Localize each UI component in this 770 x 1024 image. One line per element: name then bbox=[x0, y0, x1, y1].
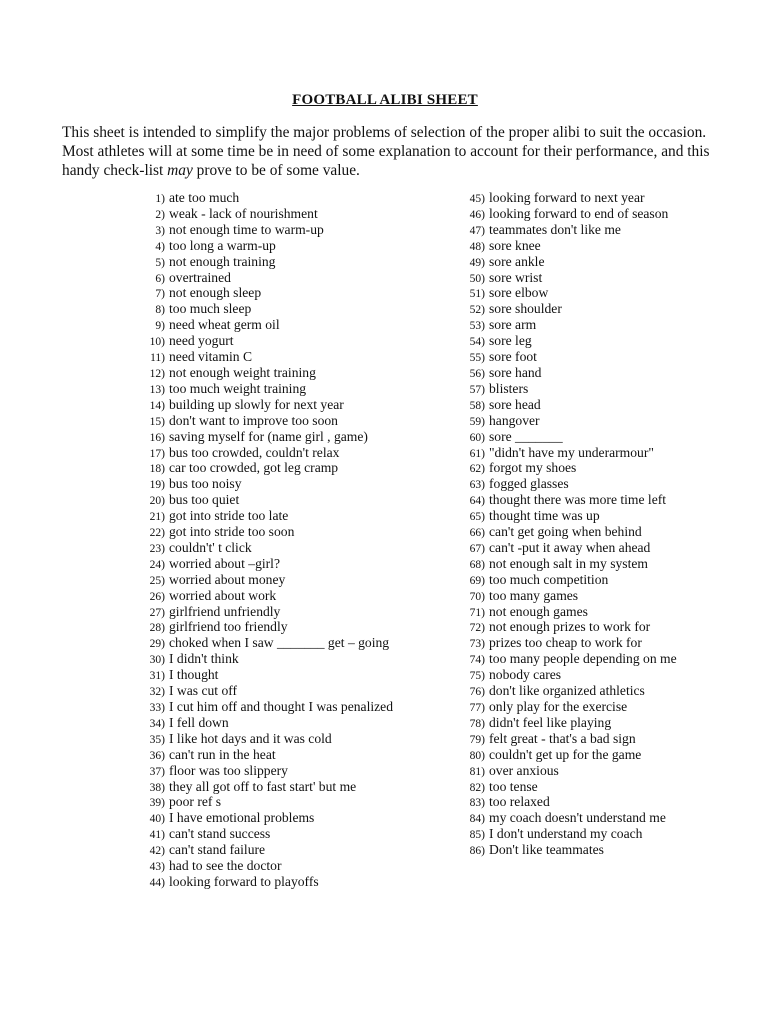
list-item bbox=[440, 191, 740, 207]
item-text: sore knee bbox=[489, 237, 541, 253]
item-number: 47) bbox=[469, 224, 485, 237]
list-item bbox=[120, 557, 440, 573]
item-text: can't get going when behind bbox=[489, 524, 642, 540]
item-number: 26) bbox=[149, 590, 165, 603]
list-item bbox=[120, 636, 440, 652]
list-item bbox=[440, 493, 740, 509]
list-item bbox=[440, 811, 740, 827]
item-number: 31) bbox=[149, 670, 165, 683]
item-number: 83) bbox=[469, 797, 485, 810]
item-number: 49) bbox=[469, 256, 485, 269]
item-text: I thought bbox=[169, 667, 219, 683]
item-number: 60) bbox=[469, 431, 485, 444]
item-number: 16) bbox=[149, 431, 165, 444]
item-text: girlfriend too friendly bbox=[169, 619, 288, 635]
list-item bbox=[440, 605, 740, 621]
item-text: bus too quiet bbox=[169, 492, 240, 508]
item-number: 25) bbox=[149, 574, 165, 587]
list-item bbox=[440, 780, 740, 796]
list-item bbox=[120, 255, 440, 271]
item-number: 33) bbox=[149, 702, 165, 714]
item-number: 66) bbox=[469, 527, 485, 540]
item-text: too much weight training bbox=[169, 380, 307, 396]
item-number: 77) bbox=[469, 702, 485, 714]
list-item bbox=[120, 191, 440, 207]
intro-paragraph bbox=[62, 123, 712, 180]
item-text: thought time was up bbox=[489, 508, 600, 524]
item-number: 34) bbox=[149, 717, 165, 730]
item-number: 11) bbox=[150, 352, 165, 365]
item-text: only play for the exercise bbox=[489, 699, 628, 714]
intro-text: This sheet is intended to simplify the major problems of selection of the proper alibi to suit the occasion. Most athletes will at some time be in need of some explanation to account for their performance, and this handy check-list bbox=[62, 124, 710, 179]
item-number: 44) bbox=[149, 876, 165, 889]
item-number: 22) bbox=[149, 527, 165, 540]
item-text: couldn't' t click bbox=[169, 539, 252, 555]
item-number: 69) bbox=[469, 574, 485, 587]
alibi-list-left bbox=[120, 191, 440, 891]
item-text: can't run in the heat bbox=[169, 746, 276, 762]
item-text: can't -put it away when ahead bbox=[489, 539, 651, 555]
list-item bbox=[440, 795, 740, 811]
item-number: 48) bbox=[469, 240, 485, 253]
item-text: Don't like teammates bbox=[489, 842, 604, 858]
list-item bbox=[440, 827, 740, 843]
list-item bbox=[120, 859, 440, 875]
item-number: 61) bbox=[469, 447, 485, 460]
list-item bbox=[120, 239, 440, 255]
list-item bbox=[440, 366, 740, 382]
item-number: 15) bbox=[149, 415, 165, 428]
item-number: 8) bbox=[155, 304, 165, 317]
list-item bbox=[120, 795, 440, 811]
list-item bbox=[120, 509, 440, 525]
list-item bbox=[120, 811, 440, 827]
item-number: 41) bbox=[149, 829, 165, 842]
list-item bbox=[440, 764, 740, 780]
item-text: blisters bbox=[489, 380, 529, 396]
list-item bbox=[440, 271, 740, 287]
list-item bbox=[120, 700, 440, 716]
item-text: didn't feel like playing bbox=[489, 714, 612, 730]
item-number: 19) bbox=[149, 479, 165, 492]
list-item bbox=[120, 541, 440, 557]
list-item bbox=[120, 525, 440, 541]
item-text: weak - lack of nourishment bbox=[169, 205, 318, 221]
item-text: saving myself for (name girl , game) bbox=[169, 428, 368, 444]
list-item bbox=[440, 350, 740, 366]
item-text: looking forward to playoffs bbox=[169, 873, 319, 889]
list-item bbox=[440, 302, 740, 318]
item-number: 84) bbox=[469, 813, 485, 826]
list-item bbox=[440, 636, 740, 652]
item-number: 14) bbox=[149, 399, 165, 412]
list-item bbox=[120, 271, 440, 287]
item-text: prizes too cheap to work for bbox=[489, 635, 642, 651]
list-item bbox=[120, 461, 440, 477]
item-text: building up slowly for next year bbox=[169, 396, 344, 412]
item-number: 2) bbox=[155, 208, 165, 221]
item-number: 5) bbox=[155, 256, 165, 269]
item-number: 78) bbox=[469, 717, 485, 730]
item-text: too tense bbox=[489, 778, 538, 794]
list-item bbox=[440, 589, 740, 605]
item-text: floor was too slippery bbox=[169, 762, 288, 778]
list-item bbox=[120, 398, 440, 414]
item-text: not enough weight training bbox=[169, 364, 316, 380]
item-text: sore foot bbox=[489, 349, 537, 365]
item-number: 29) bbox=[149, 638, 165, 651]
item-number: 67) bbox=[469, 542, 485, 555]
item-text: I was cut off bbox=[169, 683, 238, 699]
list-item bbox=[120, 668, 440, 684]
item-number: 3) bbox=[155, 224, 165, 237]
item-text: too many people depending on me bbox=[489, 651, 677, 667]
item-text: too much sleep bbox=[169, 301, 252, 317]
item-text: too many games bbox=[489, 587, 579, 603]
list-item bbox=[120, 414, 440, 430]
list-item bbox=[120, 875, 440, 891]
item-text: felt great - that's a bad sign bbox=[489, 730, 636, 746]
item-text: sore ankle bbox=[489, 253, 545, 269]
list-item bbox=[440, 477, 740, 493]
item-text: hangover bbox=[489, 412, 540, 428]
list-item bbox=[120, 302, 440, 318]
item-number: 70) bbox=[469, 590, 485, 603]
item-text: overtrained bbox=[169, 269, 231, 285]
list-item bbox=[440, 748, 740, 764]
list-item bbox=[440, 509, 740, 525]
item-text: over anxious bbox=[489, 762, 559, 778]
item-text: need wheat germ oil bbox=[169, 317, 280, 333]
list-item bbox=[440, 732, 740, 748]
item-number: 68) bbox=[469, 558, 485, 571]
list-item bbox=[440, 446, 740, 462]
list-item bbox=[440, 684, 740, 700]
list-item bbox=[440, 573, 740, 589]
alibi-list-right bbox=[440, 191, 740, 859]
item-text: couldn't get up for the game bbox=[489, 746, 642, 762]
item-number: 35) bbox=[149, 733, 165, 746]
list-item bbox=[440, 620, 740, 636]
list-item bbox=[120, 286, 440, 302]
item-number: 54) bbox=[469, 336, 485, 349]
item-text: forgot my shoes bbox=[489, 460, 577, 476]
item-text: got into stride too soon bbox=[169, 524, 295, 540]
item-text: I fell down bbox=[169, 714, 229, 730]
item-text: sore hand bbox=[489, 364, 542, 380]
item-text: not enough salt in my system bbox=[489, 555, 648, 571]
item-text: poor ref s bbox=[169, 794, 222, 810]
list-item bbox=[440, 652, 740, 668]
item-number: 45) bbox=[469, 193, 485, 205]
list-item bbox=[440, 541, 740, 557]
item-number: 18) bbox=[149, 463, 165, 476]
item-text: sore _______ bbox=[489, 428, 563, 444]
list-item bbox=[120, 493, 440, 509]
list-item bbox=[440, 239, 740, 255]
item-text: I cut him off and thought I was penalized bbox=[169, 699, 393, 714]
item-number: 40) bbox=[149, 813, 165, 826]
item-number: 59) bbox=[469, 415, 485, 428]
item-number: 27) bbox=[149, 606, 165, 619]
item-text: worried about –girl? bbox=[169, 555, 280, 571]
list-item bbox=[120, 764, 440, 780]
list-item bbox=[440, 414, 740, 430]
list-item bbox=[120, 605, 440, 621]
list-item bbox=[440, 334, 740, 350]
item-number: 28) bbox=[149, 622, 165, 635]
item-number: 50) bbox=[469, 272, 485, 285]
list-item bbox=[120, 780, 440, 796]
item-text: I don't understand my coach bbox=[489, 826, 643, 842]
item-number: 65) bbox=[469, 511, 485, 524]
list-item bbox=[440, 461, 740, 477]
item-number: 76) bbox=[469, 686, 485, 699]
item-number: 58) bbox=[469, 399, 485, 412]
item-number: 46) bbox=[469, 208, 485, 221]
list-item bbox=[440, 557, 740, 573]
item-number: 56) bbox=[469, 367, 485, 380]
item-number: 10) bbox=[149, 336, 165, 349]
item-number: 51) bbox=[469, 288, 485, 301]
list-item bbox=[120, 477, 440, 493]
item-number: 86) bbox=[469, 845, 485, 858]
list-item bbox=[120, 350, 440, 366]
item-number: 55) bbox=[469, 352, 485, 365]
item-number: 82) bbox=[469, 781, 485, 794]
item-number: 32) bbox=[149, 686, 165, 699]
item-text: ate too much bbox=[169, 190, 240, 205]
list-item bbox=[120, 684, 440, 700]
item-number: 30) bbox=[149, 654, 165, 667]
item-number: 79) bbox=[469, 733, 485, 746]
list-item bbox=[120, 843, 440, 859]
item-text: fogged glasses bbox=[489, 476, 569, 492]
item-text: sore elbow bbox=[489, 285, 549, 301]
list-item bbox=[120, 827, 440, 843]
item-text: "didn't have my underarmour" bbox=[489, 444, 654, 460]
list-item bbox=[440, 716, 740, 732]
item-number: 43) bbox=[149, 861, 165, 874]
item-text: not enough time to warm-up bbox=[169, 221, 324, 237]
item-text: not enough prizes to work for bbox=[489, 619, 651, 635]
item-text: car too crowded, got leg cramp bbox=[169, 460, 339, 476]
item-number: 17) bbox=[149, 447, 165, 460]
list-item bbox=[440, 318, 740, 334]
item-text: not enough games bbox=[489, 603, 588, 619]
item-number: 57) bbox=[469, 383, 485, 396]
list-item bbox=[120, 716, 440, 732]
intro-emphasis: may bbox=[167, 162, 193, 179]
list-item bbox=[120, 207, 440, 223]
list-item bbox=[120, 732, 440, 748]
item-text: worried about work bbox=[169, 587, 277, 603]
list-item bbox=[120, 318, 440, 334]
list-item bbox=[440, 382, 740, 398]
item-number: 53) bbox=[469, 320, 485, 333]
item-text: got into stride too late bbox=[169, 508, 289, 524]
item-number: 38) bbox=[149, 781, 165, 794]
item-number: 13) bbox=[149, 383, 165, 396]
item-number: 62) bbox=[469, 463, 485, 476]
item-number: 39) bbox=[149, 797, 165, 810]
item-number: 36) bbox=[149, 749, 165, 762]
item-number: 63) bbox=[469, 479, 485, 492]
list-item bbox=[120, 446, 440, 462]
item-text: too relaxed bbox=[489, 794, 550, 810]
item-text: sore arm bbox=[489, 317, 537, 333]
item-text: nobody cares bbox=[489, 667, 562, 683]
item-number: 12) bbox=[149, 367, 165, 380]
item-text: looking forward to end of season bbox=[489, 205, 669, 221]
intro-text-end: prove to be of some value. bbox=[192, 162, 360, 179]
list-item bbox=[120, 573, 440, 589]
list-item bbox=[120, 382, 440, 398]
list-item bbox=[440, 255, 740, 271]
item-number: 21) bbox=[149, 511, 165, 524]
list-item bbox=[440, 430, 740, 446]
item-text: too long a warm-up bbox=[169, 237, 276, 253]
list-item bbox=[120, 589, 440, 605]
item-text: not enough training bbox=[169, 253, 276, 269]
item-number: 81) bbox=[469, 765, 485, 778]
item-text: bus too noisy bbox=[169, 476, 242, 492]
item-number: 7) bbox=[155, 288, 165, 301]
list-item bbox=[440, 286, 740, 302]
list-item bbox=[120, 334, 440, 350]
item-text: they all got off to fast start' but me bbox=[169, 778, 357, 794]
item-text: sore wrist bbox=[489, 269, 543, 285]
item-number: 37) bbox=[149, 765, 165, 778]
item-text: too much competition bbox=[489, 571, 609, 587]
list-item bbox=[120, 652, 440, 668]
list-item bbox=[440, 668, 740, 684]
item-text: I have emotional problems bbox=[169, 810, 315, 826]
item-number: 42) bbox=[149, 845, 165, 858]
item-text: don't like organized athletics bbox=[489, 683, 645, 699]
list-item bbox=[120, 223, 440, 239]
item-number: 1) bbox=[155, 193, 165, 205]
item-text: sore shoulder bbox=[489, 301, 562, 317]
item-number: 24) bbox=[149, 558, 165, 571]
item-number: 6) bbox=[155, 272, 165, 285]
item-text: thought there was more time left bbox=[489, 492, 667, 508]
item-text: sore leg bbox=[489, 333, 532, 349]
item-text: can't stand success bbox=[169, 826, 271, 842]
item-number: 64) bbox=[469, 495, 485, 508]
item-text: bus too crowded, couldn't relax bbox=[169, 444, 340, 460]
item-text: I like hot days and it was cold bbox=[169, 730, 332, 746]
item-number: 75) bbox=[469, 670, 485, 683]
list-item bbox=[440, 700, 740, 716]
list-item bbox=[120, 748, 440, 764]
list-item bbox=[440, 525, 740, 541]
item-text: can't stand failure bbox=[169, 842, 266, 858]
item-text: not enough sleep bbox=[169, 285, 262, 301]
item-number: 74) bbox=[469, 654, 485, 667]
item-number: 72) bbox=[469, 622, 485, 635]
item-number: 23) bbox=[149, 542, 165, 555]
list-item bbox=[440, 843, 740, 859]
item-text: sore head bbox=[489, 396, 541, 412]
item-text: need yogurt bbox=[169, 333, 234, 349]
list-item bbox=[120, 430, 440, 446]
item-number: 9) bbox=[155, 320, 165, 333]
list-item bbox=[440, 207, 740, 223]
item-text: don't want to improve too soon bbox=[169, 412, 338, 428]
list-item bbox=[440, 223, 740, 239]
item-text: girlfriend unfriendly bbox=[169, 603, 281, 619]
item-text: I didn't think bbox=[169, 651, 239, 667]
item-text: had to see the doctor bbox=[169, 858, 282, 874]
item-number: 80) bbox=[469, 749, 485, 762]
page-title: FOOTBALL ALIBI SHEET bbox=[292, 92, 478, 108]
item-text: worried about money bbox=[169, 571, 286, 587]
item-text: teammates don't like me bbox=[489, 221, 621, 237]
item-number: 52) bbox=[469, 304, 485, 317]
item-number: 4) bbox=[155, 240, 165, 253]
item-text: my coach doesn't understand me bbox=[489, 810, 666, 826]
list-item bbox=[120, 366, 440, 382]
item-text: looking forward to next year bbox=[489, 190, 645, 205]
list-item bbox=[440, 398, 740, 414]
list-item bbox=[120, 620, 440, 636]
item-number: 20) bbox=[149, 495, 165, 508]
item-text: need vitamin C bbox=[169, 349, 253, 365]
item-text: choked when I saw _______ get – going bbox=[169, 635, 390, 651]
item-number: 85) bbox=[469, 829, 485, 842]
item-number: 73) bbox=[469, 638, 485, 651]
item-number: 71) bbox=[469, 606, 485, 619]
